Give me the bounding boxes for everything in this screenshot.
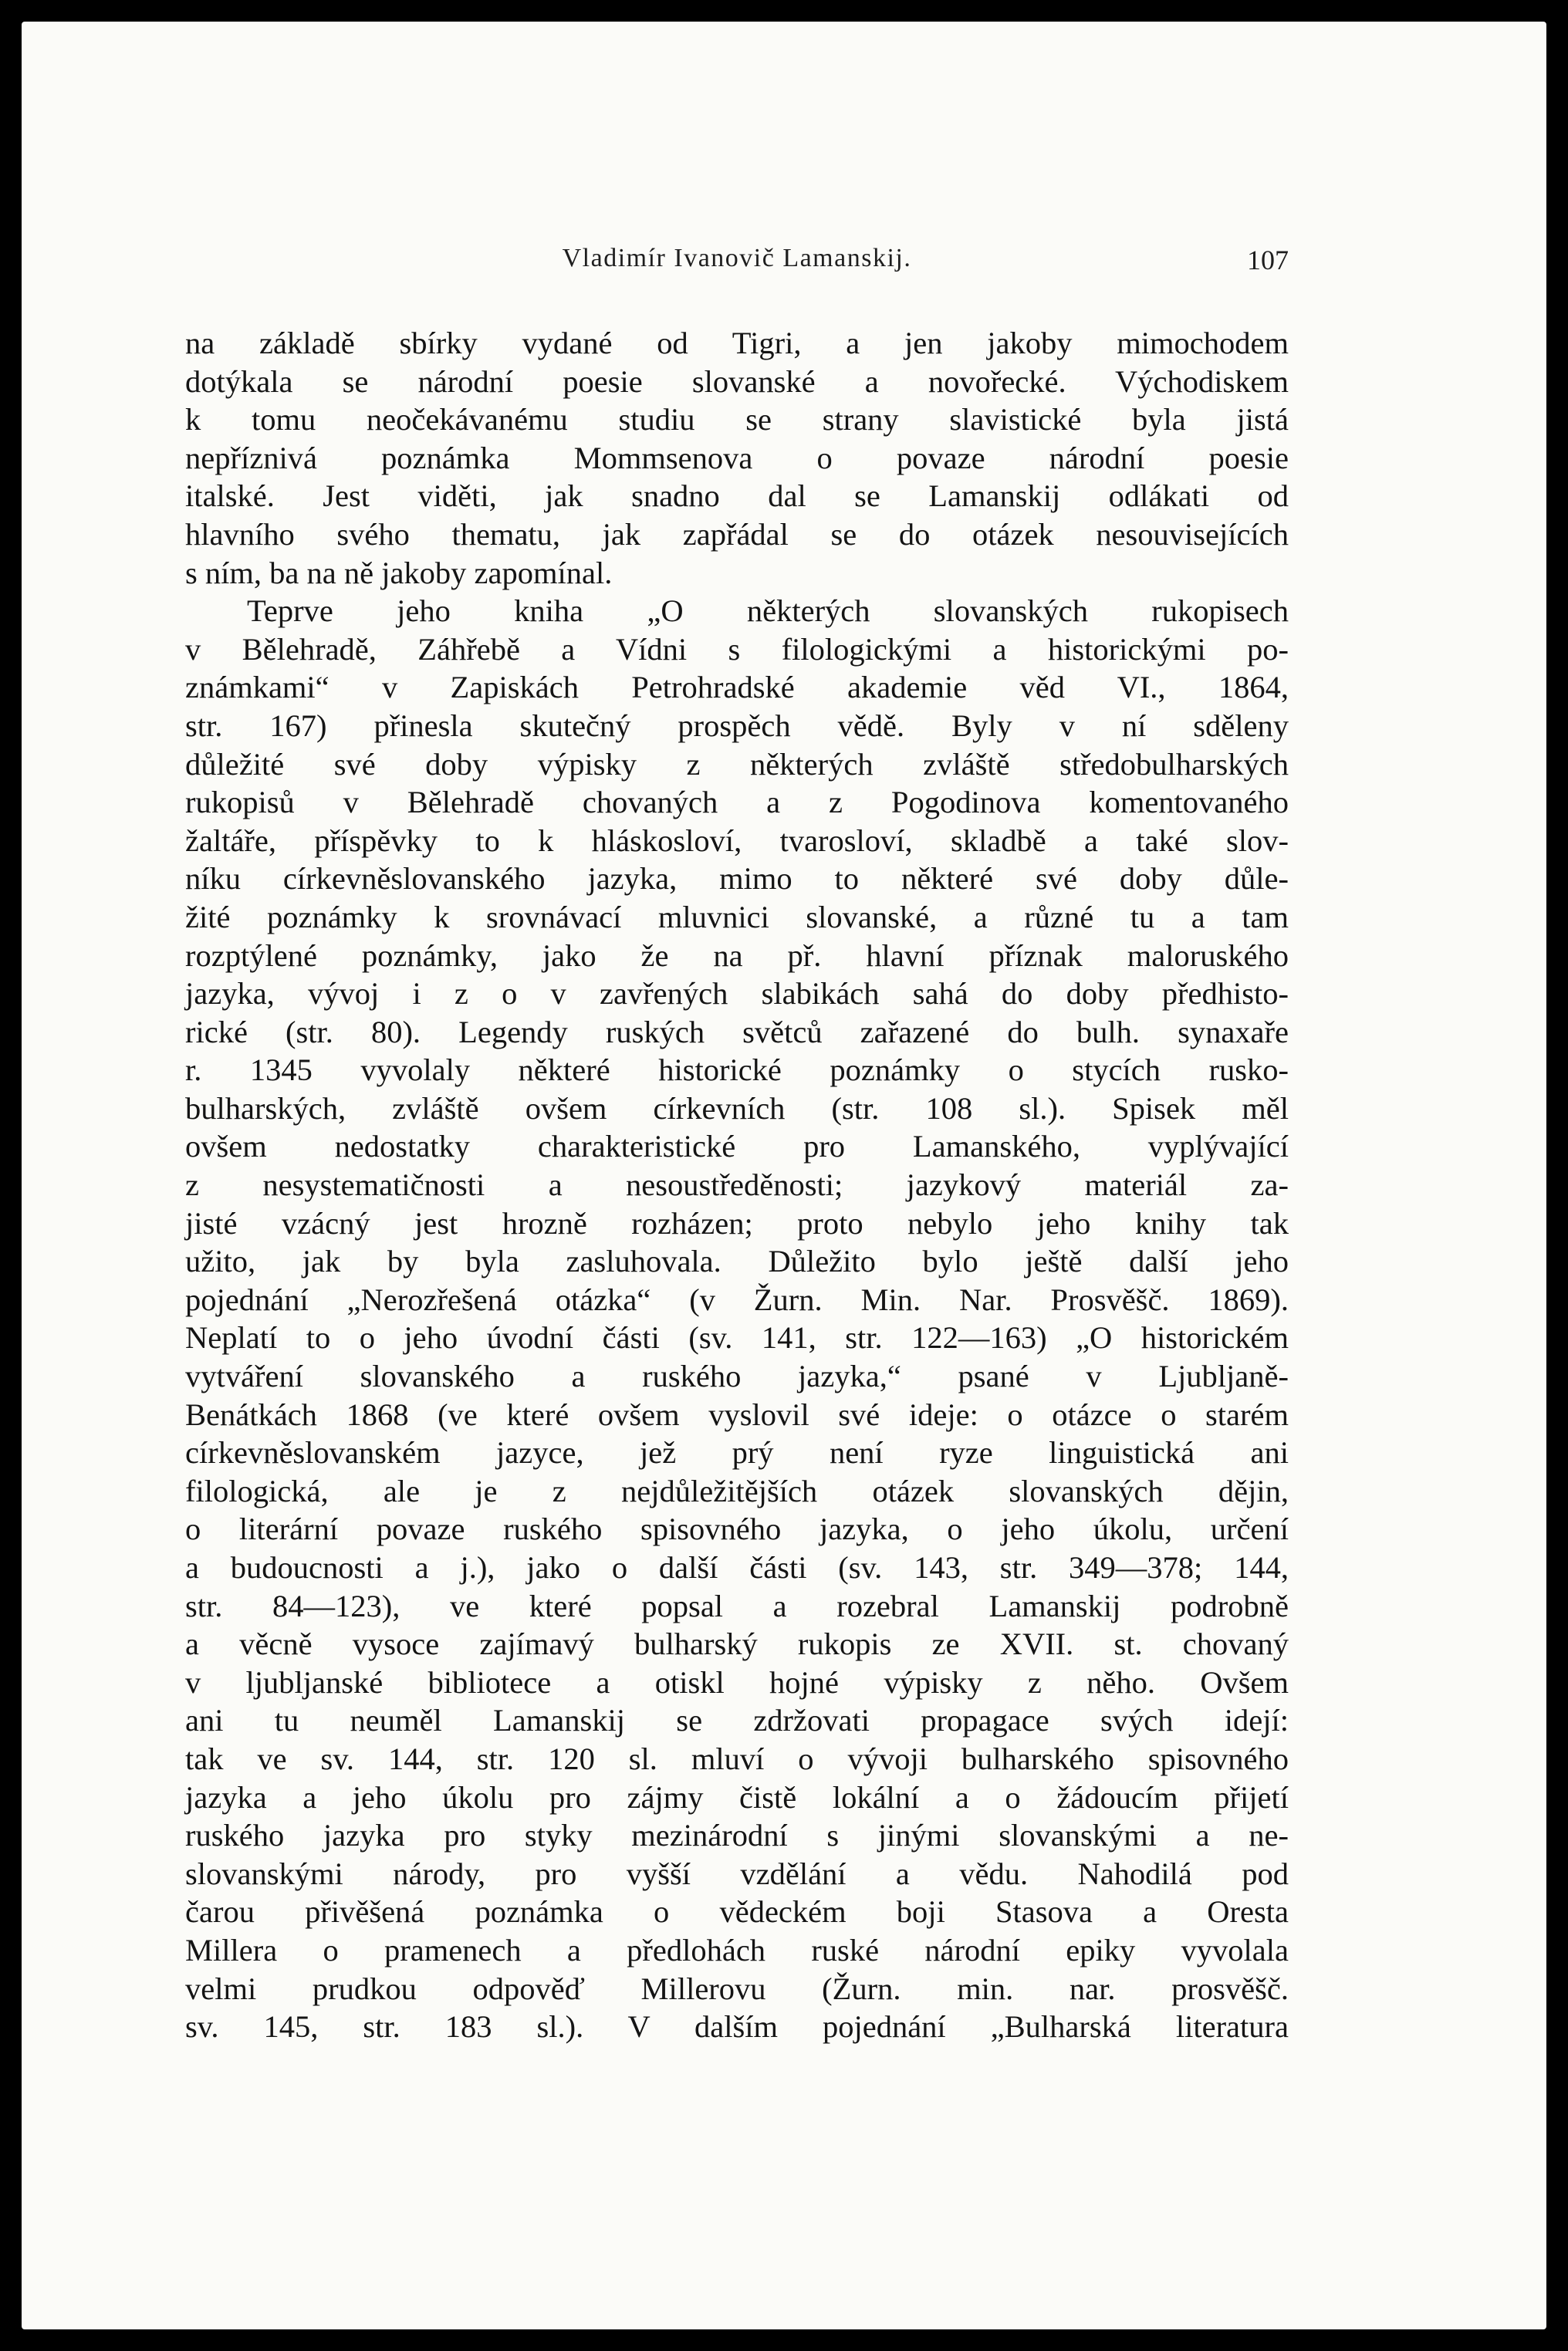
- text-line: pojednání „Nerozřešená otázka“ (v Žurn. Min. Nar. Prosvěšč. 1869).: [185, 1282, 1289, 1317]
- text-line: tak ve sv. 144, str. 120 sl. mluví o vývoji bulharského spisovného: [185, 1741, 1289, 1776]
- text-line: a věcně vysoce zajímavý bulharský rukopis ze XVII. st. chovaný: [185, 1626, 1289, 1662]
- text-line: hlavního svého thematu, jak zapřádal se do otázek nesouvisejících: [185, 516, 1289, 552]
- text-line: bulharských, zvláště ovšem církevních (str. 108 sl.). Spisek měl: [185, 1090, 1289, 1126]
- text-line: čarou přivěšená poznámka o vědeckém boji Stasova a Oresta: [185, 1894, 1289, 1930]
- text-line: slovanskými národy, pro vyšší vzdělání a vědu. Nahodilá pod: [185, 1856, 1289, 1891]
- text-line: jazyka a jeho úkolu pro zájmy čistě lokální a o žádoucím přijetí: [185, 1779, 1289, 1815]
- text-line: str. 167) přinesla skutečný prospěch vědě. Byly v ní sděleny: [185, 708, 1289, 743]
- text-line: k tomu neočekávanému studiu se strany slavistické byla jistá: [185, 402, 1289, 437]
- text-line: církevněslovanském jazyce, jež prý není ryze linguistická ani: [185, 1435, 1289, 1471]
- text-line: Benátkách 1868 (ve které ovšem vyslovil své ideje: o otázce o starém: [185, 1397, 1289, 1432]
- text-line: z nesystematičnosti a nesoustředěnosti; jazykový materiál za-: [185, 1167, 1289, 1203]
- text-line: s ním, ba na ně jakoby zapomínal.: [185, 555, 613, 590]
- text-line: v ljubljanské bibliotece a otiskl hojné výpisky z něho. Ovšem: [185, 1664, 1289, 1700]
- text-line: Millera o pramenech a předlohách ruské národní epiky vyvolala: [185, 1932, 1289, 1968]
- text-line: rické (str. 80). Legendy ruských světců zařazené do bulh. synaxaře: [185, 1014, 1289, 1049]
- text-line: užito, jak by byla zasluhovala. Důležito bylo ještě další jeho: [185, 1244, 1289, 1279]
- text-line: vytváření slovanského a ruského jazyka,“ psané v Ljubljaně-: [185, 1359, 1289, 1394]
- text-line: rozptýlené poznámky, jako že na př. hlavní příznak maloruského: [185, 937, 1289, 973]
- text-line: jisté vzácný jest hrozně rozházen; proto nebylo jeho knihy tak: [185, 1205, 1289, 1241]
- text-line: Teprve jeho kniha „O některých slovanských rukopisech: [247, 593, 1289, 629]
- text-line: níku církevněslovanského jazyka, mimo to některé své doby důle-: [185, 861, 1289, 897]
- text-line: str. 84—123), ve které popsal a rozebral Lamanskij podrobně: [185, 1588, 1289, 1623]
- text-line: rukopisů v Bělehradě chovaných a z Pogodinova komentovaného: [185, 785, 1289, 820]
- text-line: na základě sbírky vydané od Tigri, a jen jakoby mimochodem: [185, 326, 1289, 360]
- text-line: ani tu neuměl Lamanskij se zdržovati propagace svých idejí:: [185, 1703, 1289, 1738]
- text-line: žité poznámky k srovnávací mluvnici slovanské, a různé tu a tam: [185, 899, 1289, 934]
- running-header: [185, 244, 1289, 287]
- scanned-page: [22, 22, 1546, 2329]
- text-line: známkami“ v Zapiskách Petrohradské akademie věd VI., 1864,: [185, 670, 1289, 705]
- text-line: ruského jazyka pro styky mezinárodní s jinými slovanskými a ne-: [185, 1818, 1289, 1853]
- text-line: jazyka, vývoj i z o v zavřených slabikách sahá do doby předhisto-: [185, 976, 1289, 1012]
- running-title: Vladimír Ivanovič Lamanskij.: [562, 244, 912, 272]
- text-line: nepříznivá poznámka Mommsenova o povaze národní poesie: [185, 440, 1289, 475]
- text-line: žaltáře, příspěvky to k hláskosloví, tvarosloví, skladbě a také slov-: [185, 823, 1289, 858]
- text-line: Neplatí to o jeho úvodní části (sv. 141, str. 122—163) „O historickém: [185, 1320, 1289, 1356]
- text-line: r. 1345 vyvolaly některé historické poznámky o stycích rusko-: [185, 1052, 1289, 1088]
- page-number: 107: [1247, 245, 1289, 275]
- text-line: důležité své doby výpisky z některých zvláště středobulharských: [185, 746, 1289, 782]
- text-line: o literární povaze ruského spisovného jazyka, o jeho úkolu, určení: [185, 1512, 1289, 1547]
- text-line: velmi prudkou odpověď Millerovu (Žurn. min. nar. prosvěšč.: [185, 1971, 1289, 2006]
- text-line: filologická, ale je z nejdůležitějších otázek slovanských dějin,: [185, 1473, 1289, 1508]
- text-line: ovšem nedostatky charakteristické pro Lamanského, vyplývající: [185, 1129, 1289, 1164]
- text-line: a budoucnosti a j.), jako o další části (sv. 143, str. 349—378; 144,: [185, 1550, 1289, 1585]
- text-line: dotýkala se národní poesie slovanské a novořecké. Východiskem: [185, 363, 1289, 399]
- text-line: sv. 145, str. 183 sl.). V dalším pojednání „Bulharská literatura: [185, 2009, 1289, 2045]
- body-text: [185, 324, 1289, 2046]
- text-line: v Bělehradě, Záhřebě a Vídni s filologickými a historickými po-: [185, 631, 1289, 667]
- text-line: italské. Jest viděti, jak snadno dal se Lamanskij odlákati od: [185, 478, 1289, 514]
